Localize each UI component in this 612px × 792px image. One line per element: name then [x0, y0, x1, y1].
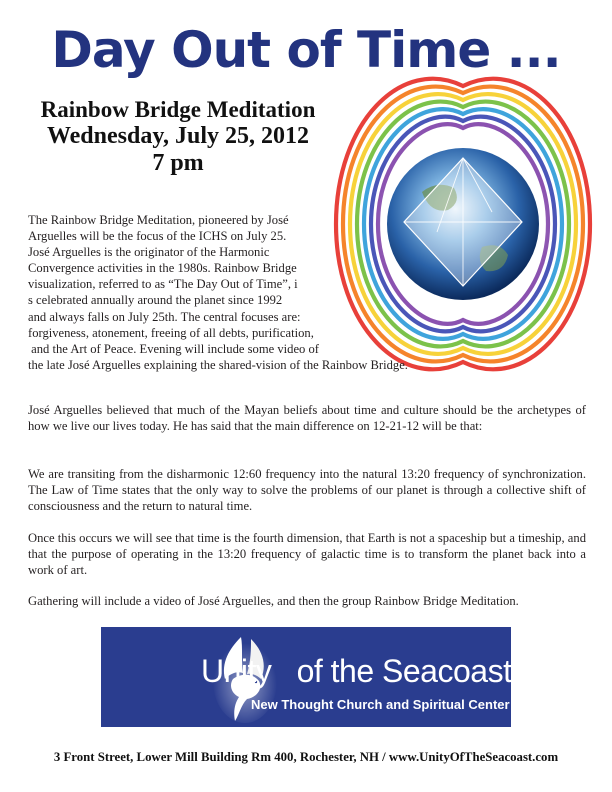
intro-line: Arguelles will be the focus of the ICHS on July 25.	[28, 229, 287, 244]
intro-line: and the Art of Peace. Evening will include some video of	[28, 341, 319, 356]
event-time: 7 pm	[152, 150, 204, 176]
event-details	[28, 96, 328, 177]
intro-line: José Arguelles is the originator of the Harmonic	[28, 245, 270, 260]
intro-line: forgiveness, atonement, freeing of all debts, purification,	[28, 325, 314, 340]
intro-line: visualization, referred to as “The Day Out of Time”, i	[28, 277, 298, 292]
intro-line: Convergence activities in the 1980s. Rainbow Bridge	[28, 261, 297, 276]
church-tagline: New Thought Church and Spiritual Center	[251, 697, 510, 712]
intro-paragraph	[28, 212, 408, 373]
intro-line: the late José Arguelles explaining the shared-vision of the Rainbow Bridge.	[28, 357, 408, 372]
church-name: Unity of the Seacoast	[201, 653, 512, 689]
event-name: Rainbow Bridge Meditation	[40, 97, 316, 122]
intro-line: The Rainbow Bridge Meditation, pioneered by José	[28, 213, 289, 227]
page-title: Day Out of Time ...	[51, 21, 561, 79]
address-line: 3 Front Street, Lower Mill Building Rm 400, Rochester, NH / www.UnityOfTheSeacoast.com	[53, 750, 559, 764]
paragraph-mayan-beliefs: José Arguelles believed that much of the Mayan beliefs about time and culture should be the archetypes of how we live our lives today. He has said that the main difference on 12-21-12 will be that:	[28, 403, 586, 434]
event-date: Wednesday, July 25, 2012	[46, 123, 310, 149]
intro-line: s celebrated annually around the planet since 1992	[28, 293, 283, 308]
unity-logo-banner	[101, 627, 511, 727]
intro-line: and always falls on July 25th. The central focuses are:	[28, 309, 301, 324]
paragraph-timeship: Once this occurs we will see that time is the fourth dimension, that Earth is not a spaceship but a timeship, and that the purpose of operating in the 13:20 frequency of galactic time is to transform the planet back into a work of art.	[28, 531, 586, 578]
paragraph-frequency-shift: We are transiting from the disharmonic 12:60 frequency into the natural 13:20 frequency of synchronization. The Law of Time states that the only way to solve the problems of our planet is through a collective shift of consciousness and the return to natural time.	[28, 467, 586, 514]
paragraph-gathering: Gathering will include a video of José Arguelles, and then the group Rainbow Bridge Meditation.	[28, 594, 519, 608]
